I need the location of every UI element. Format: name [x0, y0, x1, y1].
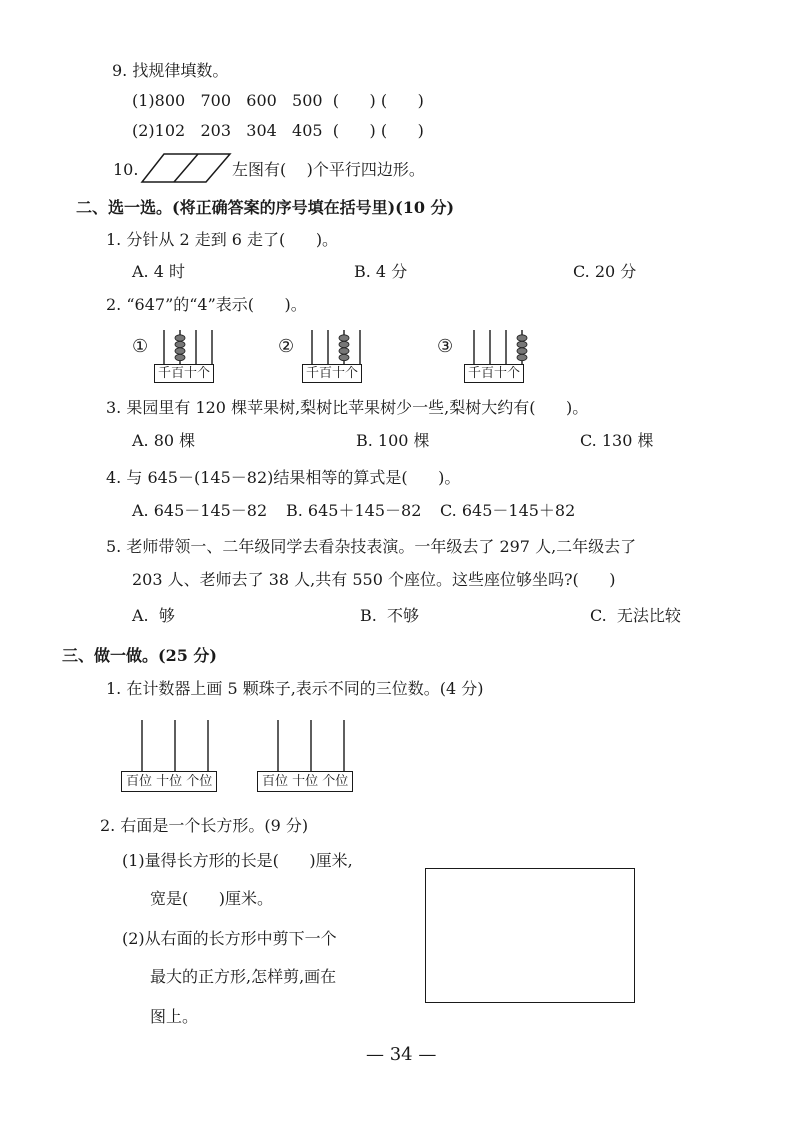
s3-q1-stem: 1. 在计数器上画 5 颗珠子,表示不同的三位数。(4 分): [106, 679, 484, 698]
s2-q1-stem: 1. 分针从 2 走到 6 走了( )。: [106, 230, 339, 249]
s3-q2-part1-line-1: (1)量得长方形的长是( )厘米,: [122, 851, 353, 870]
s2-q5-stem-line-2: 203 人、老师去了 38 人,共有 550 个座位。这些座位够坐吗?( ): [132, 570, 616, 589]
s2-q2-stem: 2. “647”的“4”表示( )。: [106, 295, 307, 314]
s2-q4-stem: 4. 与 645－(145－82)结果相等的算式是( )。: [106, 468, 461, 487]
blank-abacus-2: [256, 718, 366, 774]
blank-abacus-1: [120, 718, 230, 774]
parallelogram-figure: [140, 152, 232, 184]
abacus-option-1-label: 千百十个: [154, 364, 214, 383]
s2-q4-option-c: C. 645－145＋82: [440, 501, 576, 520]
s3-q2-stem: 2. 右面是一个长方形。(9 分): [100, 816, 309, 835]
s2-q2-option-2-marker: ②: [278, 336, 295, 357]
s3-q2-part2-line-3: 图上。: [150, 1007, 199, 1026]
q10-text: 左图有( )个平行四边形。: [232, 160, 425, 179]
s2-q2-option-1-marker: ①: [132, 336, 149, 357]
q9-line-2: (2)102 203 304 405 ( ) ( ): [132, 121, 424, 140]
blank-abacus-2-label: 百位 十位 个位: [257, 771, 353, 792]
s2-q4-option-a: A. 645－145－82: [132, 501, 268, 520]
s2-q3-stem: 3. 果园里有 120 棵苹果树,梨树比苹果树少一些,梨树大约有( )。: [106, 398, 589, 417]
q9-title: 9. 找规律填数。: [112, 61, 229, 80]
blank-abacus-1-label: 百位 十位 个位: [121, 771, 217, 792]
section2-heading: 二、选一选。(将正确答案的序号填在括号里)(10 分): [76, 198, 455, 217]
s2-q3-option-b: B. 100 棵: [356, 431, 430, 450]
q9-line-1: (1)800 700 600 500 ( ) ( ): [132, 91, 424, 110]
s3-q2-part1-line-2: 宽是( )厘米。: [150, 889, 274, 908]
s2-q5-stem-line-1: 5. 老师带领一、二年级同学去看杂技表演。一年级去了 297 人,二年级去了: [106, 537, 637, 556]
s2-q5-option-b: B. 不够: [360, 606, 420, 625]
abacus-option-3-label: 千百十个: [464, 364, 524, 383]
s2-q5-option-a: A. 够: [132, 606, 175, 625]
abacus-option-2-label: 千百十个: [302, 364, 362, 383]
section3-heading: 三、做一做。(25 分): [62, 646, 217, 665]
s2-q1-option-a: A. 4 时: [132, 262, 185, 281]
s2-q2-option-3-marker: ③: [437, 336, 454, 357]
measure-rectangle: [425, 868, 635, 1003]
page-number: — 34 —: [366, 1044, 437, 1065]
s3-q2-part2-line-2: 最大的正方形,怎样剪,画在: [150, 967, 337, 986]
s2-q5-option-c: C. 无法比较: [590, 606, 681, 625]
s2-q3-option-a: A. 80 棵: [132, 431, 196, 450]
s3-q2-part2-line-1: (2)从右面的长方形中剪下一个: [122, 929, 337, 948]
q10-number: 10.: [113, 160, 139, 179]
s2-q1-option-b: B. 4 分: [354, 262, 408, 281]
s2-q1-option-c: C. 20 分: [573, 262, 637, 281]
s2-q4-option-b: B. 645＋145－82: [286, 501, 422, 520]
s2-q3-option-c: C. 130 棵: [580, 431, 654, 450]
